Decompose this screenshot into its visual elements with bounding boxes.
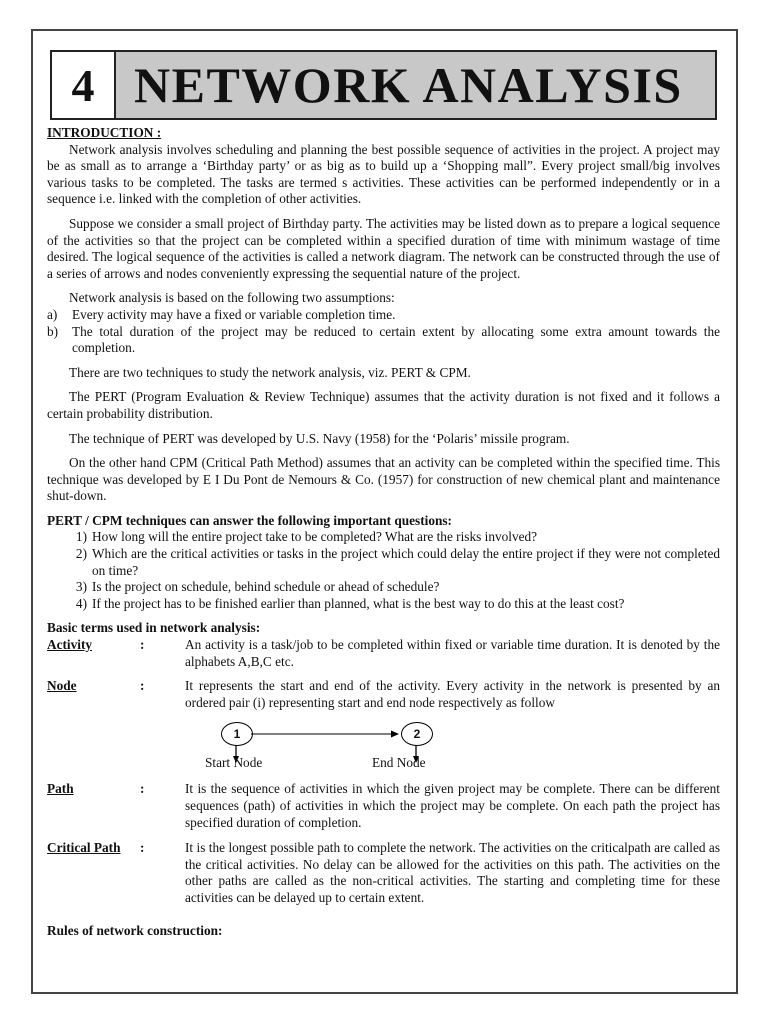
list-item: a) Every activity may have a fixed or variable completion time. [47, 306, 396, 322]
end-node: 2 [401, 722, 433, 746]
chapter-header [50, 50, 717, 120]
list-item: 2) Which are the critical activities or tasks in the project which could delay the entire project if they were not completed on time? [75, 546, 720, 578]
terms-heading: Basic terms used in network analysis: [47, 620, 261, 636]
intro-paragraph-7: On the other hand CPM (Critical Path Method) assumes that an activity can be completed within the specified time. This technique was developed by E I Du Pont de Nemours & Co. (1957) for construction of new chemical plant and maintenance shut-down. [47, 455, 720, 504]
term-activity [47, 637, 720, 670]
intro-paragraph-2: Suppose we consider a small project of Birthday party. The activities may be listed down as to prepare a logical sequence of the activities so that the project can be completed within a specified duration of time with minimum wastage of time desired. The logical sequence of the activities is called a network diagram. The network can be constructed through the use of a series of arrows and nodes conveniently expressing the sequential nature of the project. [47, 215, 720, 281]
term-definition: An activity is a task/job to be completed within fixed or variable time duration. It is denoted by the alphabets A,B,C etc. [185, 637, 720, 669]
term-critical-path [47, 840, 720, 906]
activity-arrowhead [391, 731, 399, 738]
chapter-title: NETWORK ANALYSIS [134, 57, 683, 113]
assumptions-list [47, 307, 720, 357]
term-colon: : [140, 840, 145, 856]
end-node-label: End Node [372, 755, 426, 771]
list-item: 3) Is the project on schedule, behind schedule or ahead of schedule? [75, 579, 440, 595]
term-definition: It represents the start and end of the activity. Every activity in the network is presented by an ordered pair (i) representing start and end node respectively as follow [185, 678, 720, 710]
term-name: Activity [47, 637, 93, 653]
start-node: 1 [221, 722, 253, 746]
term-path [47, 781, 720, 831]
term-colon: : [140, 637, 145, 653]
intro-paragraph-4: There are two techniques to study the network analysis, viz. PERT & CPM. [69, 364, 471, 380]
term-definition: It is the sequence of activities in which the given project may be complete. There can be different sequences (path) of activities in which the project may be complete. On each path the project has specified duration of completion. [185, 781, 720, 830]
questions-list [47, 529, 720, 612]
intro-paragraph-1: Network analysis involves scheduling and planning the best possible sequence of activities in the project. A project may be as small as to arrange a ‘Birthday party’ or as big as to build up a ‘Shopping mall”. Every project small/big involves various tasks to be completed. The tasks are termed s activities. These activities can be performed independently or in a sequence i.e. linked with the completion of other activities. [47, 141, 720, 207]
questions-heading: PERT / CPM techniques can answer the following important questions: [47, 512, 452, 528]
term-node [47, 678, 720, 711]
intro-paragraph-3: Network analysis is based on the following two assumptions: [69, 290, 395, 306]
page-content [47, 125, 720, 939]
list-item: 1) How long will the entire project take to be completed? What are the risks involved? [75, 529, 538, 545]
term-colon: : [140, 678, 145, 694]
term-name: Critical Path [47, 840, 121, 856]
list-item: b) The total duration of the project may be reduced to certain extent by allocating some extra amount towards the completion. [47, 323, 720, 356]
term-name: Path [47, 781, 74, 797]
node-diagram [205, 711, 465, 771]
term-colon: : [140, 781, 145, 797]
term-definition: It is the longest possible path to complete the network. The activities on the criticalpath are called as the critical activities. No delay can be allowed for the activities on this path. The activities on the other paths are called as the non-critical activities. The starting and completing time for these activities can be delayed up to certain extent. [185, 840, 720, 905]
rules-heading: Rules of network construction: [47, 922, 223, 938]
start-node-label: Start Node [205, 755, 263, 771]
term-name: Node [47, 678, 77, 694]
intro-paragraph-5: The PERT (Program Evaluation & Review Technique) assumes that the activity duration is not fixed and it follows a certain probability distribution. [47, 389, 720, 421]
intro-paragraph-6: The technique of PERT was developed by U.S. Navy (1958) for the ‘Polaris’ missile program. [69, 430, 570, 446]
intro-heading: INTRODUCTION : [47, 125, 162, 140]
list-item: 4) If the project has to be finished earlier than planned, what is the best way to do this at the least cost? [75, 595, 625, 611]
chapter-number: 4 [52, 52, 116, 118]
